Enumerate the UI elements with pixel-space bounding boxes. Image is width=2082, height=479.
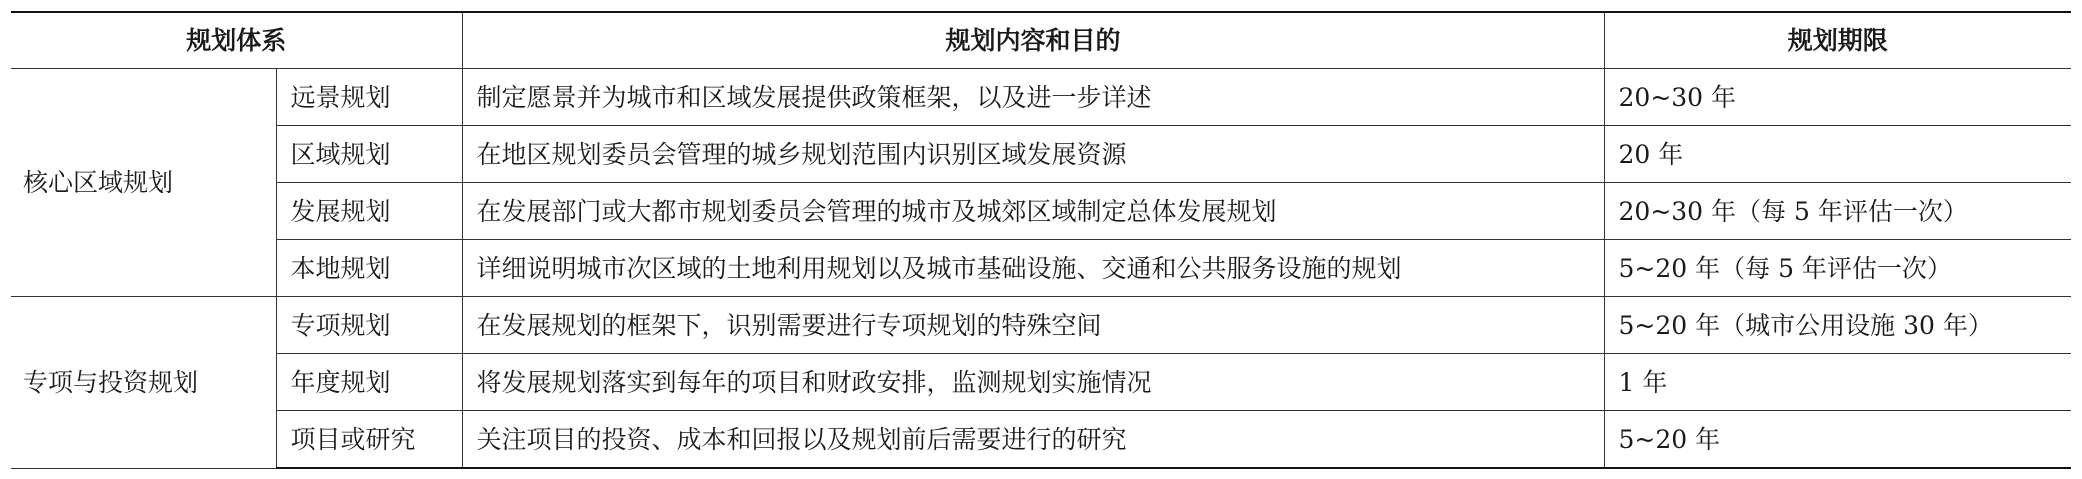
header-content-purpose: 规划内容和目的 [462, 12, 1604, 69]
plan-content-cell: 制定愿景并为城市和区域发展提供政策框架，以及进一步详述 [462, 69, 1604, 126]
plan-type-cell: 发展规划 [276, 183, 462, 240]
plan-term-cell: 5~20 年（每 5 年评估一次） [1604, 240, 2071, 297]
plan-term-cell: 1 年 [1604, 354, 2071, 411]
plan-term-cell: 5~20 年 [1604, 411, 2071, 469]
table-row [11, 126, 2071, 183]
group-special-investment: 专项与投资规划 [11, 297, 276, 469]
group-core-regional: 核心区域规划 [11, 69, 276, 297]
header-planning-term: 规划期限 [1604, 12, 2071, 69]
header-planning-system: 规划体系 [11, 12, 462, 69]
table-row [11, 183, 2071, 240]
plan-term-cell: 20~30 年（每 5 年评估一次） [1604, 183, 2071, 240]
table-row [11, 297, 2071, 354]
table-row [11, 240, 2071, 297]
plan-content-cell: 将发展规划落实到每年的项目和财政安排，监测规划实施情况 [462, 354, 1604, 411]
plan-term-cell: 20~30 年 [1604, 69, 2071, 126]
plan-type-cell: 区域规划 [276, 126, 462, 183]
plan-type-cell: 项目或研究 [276, 411, 462, 469]
plan-type-cell: 年度规划 [276, 354, 462, 411]
planning-system-table [11, 11, 2071, 469]
plan-type-cell: 远景规划 [276, 69, 462, 126]
plan-content-cell: 在发展规划的框架下，识别需要进行专项规划的特殊空间 [462, 297, 1604, 354]
table-row [11, 354, 2071, 411]
table-row [11, 69, 2071, 126]
plan-content-cell: 在发展部门或大都市规划委员会管理的城市及城郊区域制定总体发展规划 [462, 183, 1604, 240]
plan-content-cell: 关注项目的投资、成本和回报以及规划前后需要进行的研究 [462, 411, 1604, 469]
plan-term-cell: 20 年 [1604, 126, 2071, 183]
plan-content-cell: 在地区规划委员会管理的城乡规划范围内识别区域发展资源 [462, 126, 1604, 183]
plan-type-cell: 专项规划 [276, 297, 462, 354]
plan-term-cell: 5~20 年（城市公用设施 30 年） [1604, 297, 2071, 354]
header-row [11, 12, 2071, 69]
plan-content-cell: 详细说明城市次区域的土地利用规划以及城市基础设施、交通和公共服务设施的规划 [462, 240, 1604, 297]
plan-type-cell: 本地规划 [276, 240, 462, 297]
table-row [11, 411, 2071, 469]
